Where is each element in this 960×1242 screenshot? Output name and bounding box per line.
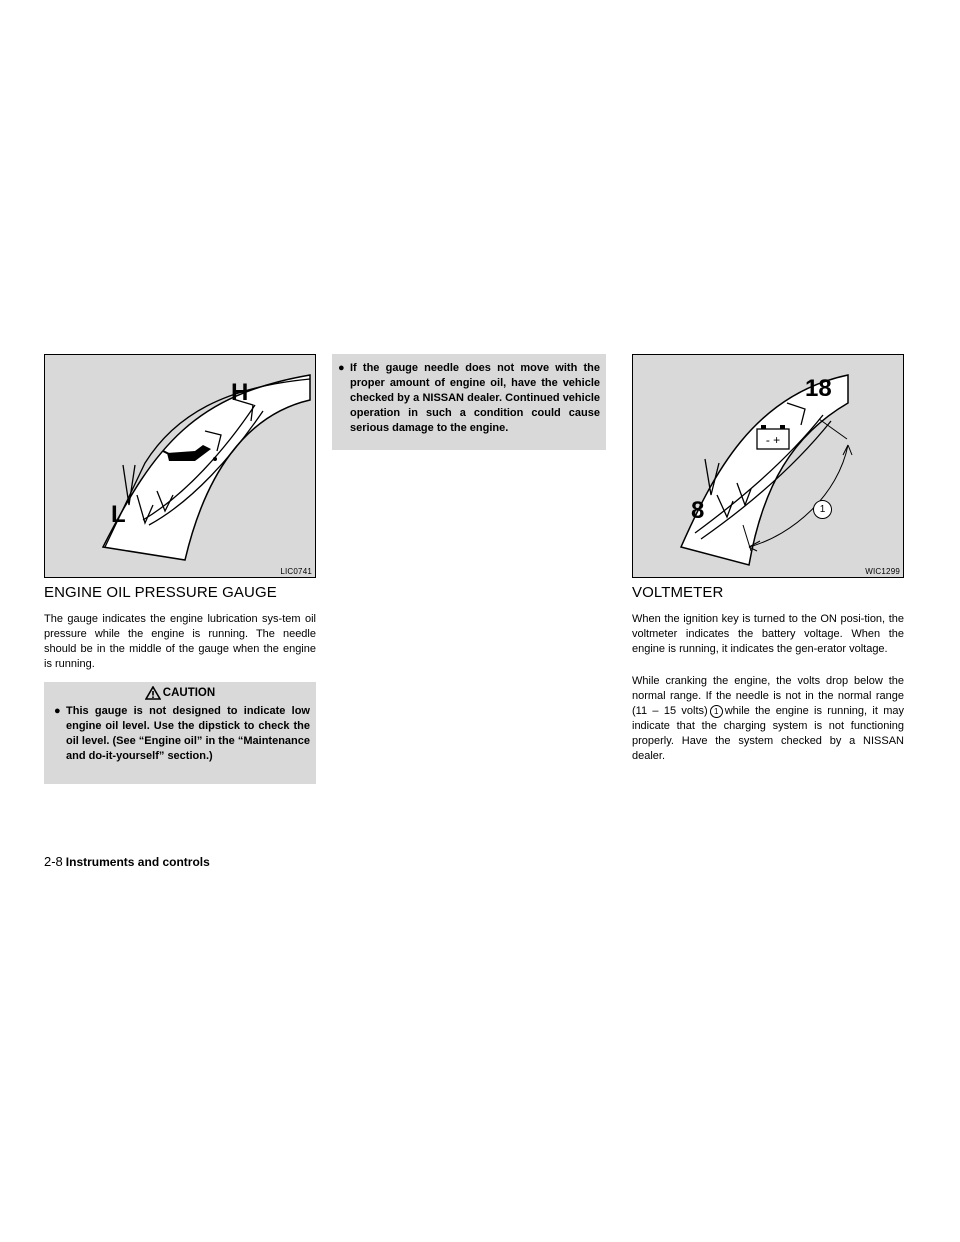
gauge-low-label: 8: [691, 497, 705, 524]
figure-code: LIC0741: [280, 567, 312, 576]
oil-pressure-description: The gauge indicates the engine lubrication sys-tem oil pressure while the engine is running. The needle should be in the middle of the gauge when the engine is running.: [44, 613, 316, 670]
page-footer: [44, 854, 210, 869]
caution-heading: CAUTION: [44, 682, 316, 704]
voltmeter-para-1: When the ignition key is turned to the ON posi-tion, the voltmeter indicates the battery voltage. When the engine is running, it indicates the gen-erator voltage.: [632, 613, 904, 655]
voltmeter-figure: [632, 354, 904, 578]
battery-icon: [757, 425, 789, 449]
bullet-symbol: ●: [54, 705, 61, 717]
footer-section-title: Instruments and controls: [65, 855, 210, 869]
section-title-voltmeter: VOLTMETER: [632, 584, 724, 601]
section-title-oil-pressure: ENGINE OIL PRESSURE GAUGE: [44, 584, 277, 601]
callout-marker: 1: [813, 500, 832, 519]
voltmeter-illustration: [633, 355, 903, 577]
bullet-symbol: ●: [338, 362, 345, 374]
oil-gauge-illustration: [45, 355, 315, 577]
caution-item: ● If the gauge needle does not move with the proper amount of engine oil, have the vehicle checked by a NISSAN dealer. Continued vehicle operation in such a condition could cause serious damage to the engine.: [338, 362, 600, 434]
gauge-low-label: L: [111, 501, 126, 528]
caution-item: ● This gauge is not designed to indicate low engine oil level. Use the dipstick to check the oil level. (See “Engine oil” in the “Maintenance and do-it-yourself” section.): [54, 705, 310, 762]
voltmeter-para-2: While cranking the engine, the volts drop below the normal range. If the needle is not in the normal range (11 – 15 volts) 1 while the engine is running, it may indicate that the charging system is not functioning properly. Have the system checked by a NISSAN dealer.: [632, 675, 904, 762]
caution-box-part1: [44, 682, 316, 784]
figure-code: WIC1299: [865, 567, 900, 576]
warning-icon: [145, 686, 161, 700]
gauge-high-label: 18: [805, 375, 832, 402]
gauge-high-label: H: [231, 379, 249, 406]
battery-terminals-label: - +: [765, 433, 781, 447]
callout-marker: 1: [710, 705, 723, 718]
oil-pressure-gauge-figure: [44, 354, 316, 578]
caution-box-part2: [332, 354, 606, 450]
page-number: 2-8: [44, 854, 63, 869]
